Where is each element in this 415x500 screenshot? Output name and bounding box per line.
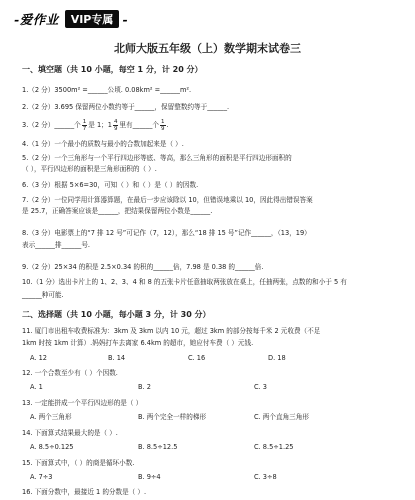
option-d: D. 18 xyxy=(268,354,286,362)
option-c: C. 3 xyxy=(254,383,267,391)
question-6: 6.（3 分）根据 5×6=30，可知（ ）和（ ）是（ ）的因数. xyxy=(22,181,199,189)
question-8-line-2: 表示______排______号. xyxy=(22,241,91,249)
section-fill-blank-heading: 一、填空题（共 10 小题，每空 1 分，计 20 分） xyxy=(22,65,203,74)
question-16: 16. 下面分数中，最接近 1 的分数是（ ）. xyxy=(22,488,147,496)
frac-numerator: 1 xyxy=(82,118,87,125)
question-15: 15. 下面算式中，（ ）的商是循环小数. xyxy=(22,459,135,467)
section-choice-heading: 二、选择题（共 10 小题，每小题 3 分，计 30 分） xyxy=(22,310,211,319)
question-1: 1.（2 分）3500m² =______公顷. 0.08km² =______m². xyxy=(22,86,192,94)
option-b: B. 14 xyxy=(108,354,126,362)
question-11-line-2: 1km 时按 1km 计算）.妈妈打车去离家 6.4km 的超市，她应付车费（ ）元钱. xyxy=(22,339,254,347)
question-10-line-2: ______种可能. xyxy=(22,291,64,299)
frac-denominator: 7 xyxy=(82,125,87,132)
option-a: A. 12 xyxy=(30,354,47,362)
q3-text-e: . xyxy=(166,121,169,129)
option-a: A. 1 xyxy=(30,383,43,391)
question-5-line-1: 5.（2 分）一个三角形与一个平行四边形等底、等高，那么三角形的面积是平行四边形面积的 xyxy=(22,154,292,162)
question-12: 12. 一个合数至少有（ ）个因数. xyxy=(22,369,118,377)
question-7-line-2: 是 25.7，正确答案应该是______，把结果保留两位小数是______. xyxy=(22,207,213,215)
frac-denominator: 9 xyxy=(161,125,165,132)
q3-text-c: 里有______个 xyxy=(119,121,159,129)
brand-logo: -爱作业 xyxy=(14,12,59,27)
question-3 xyxy=(22,118,397,132)
exam-title: 北师大版五年级（上）数学期末试卷三 xyxy=(114,42,301,55)
question-2: 2.（2 分）3.695 保留两位小数约等于______，保留整数约等于______. xyxy=(22,103,230,111)
frac-denominator: 9 xyxy=(113,125,118,132)
q3-text-b: 是 1；1 xyxy=(88,121,112,129)
vip-badge: VIP专属 xyxy=(65,10,120,28)
q3-text-a: 3.（2 分）______个 xyxy=(22,121,81,129)
fraction-1-7 xyxy=(82,119,88,132)
option-a: A. 7÷3 xyxy=(30,473,53,481)
fraction-4-9 xyxy=(113,119,119,132)
fraction-1-9 xyxy=(160,119,166,132)
option-c: C. 16 xyxy=(188,354,206,362)
question-5-line-2: （ ），平行四边形的面积是三角形面积的（ ）. xyxy=(22,165,157,173)
option-c: C. 两个直角三角形 xyxy=(254,413,309,421)
option-b: B. 8.5÷12.5 xyxy=(138,443,178,451)
frac-numerator: 1 xyxy=(161,118,165,125)
question-13: 13. 一定能拼成一个平行四边形的是（ ） xyxy=(22,399,143,407)
question-11-line-1: 11. 厦门市出租车收费标准为：3km 及 3km 以内 10 元，超过 3km 的部分按每千米 2 元收费（不足 xyxy=(22,327,321,335)
question-7-line-1: 7.（2 分）一位同学用计算器算题，在最后一步应该除以 10，但错误地乘以 10，因此得出错误答案 xyxy=(22,196,313,204)
option-b: B. 9÷4 xyxy=(138,473,161,481)
option-b: B. 2 xyxy=(138,383,151,391)
option-a: A. 8.5÷0.125 xyxy=(30,443,74,451)
question-14: 14. 下面算式结果最大的是（ ）. xyxy=(22,429,118,437)
question-8-line-1: 8.（3 分）电影票上的“7 排 12 号”可记作（7，12），那么“18 排 15 号”记作______，（13，19） xyxy=(22,229,311,237)
option-a: A. 两个三角形 xyxy=(30,413,72,421)
header-tail: - xyxy=(122,11,129,27)
frac-numerator: 4 xyxy=(113,118,118,125)
page-header xyxy=(14,10,128,28)
option-c: C. 3÷8 xyxy=(254,473,277,481)
question-9: 9.（2 分）25×34 的积是 2.5×0.34 的积的______倍，7.98 是 0.38 的______倍. xyxy=(22,263,264,271)
question-10-line-1: 10.（1 分）选出卡片上的 1、2、3、4 和 8 的五张卡片任意抽取两张放在桌上，任抽两张，点数的和小于 5 有 xyxy=(22,278,347,286)
option-b: B. 两个完全一样的梯形 xyxy=(138,413,207,421)
option-c: C. 8.5÷1.25 xyxy=(254,443,294,451)
question-4: 4.（1 分）一个最小的质数与最小的合数加起来是（ ）. xyxy=(22,140,184,148)
